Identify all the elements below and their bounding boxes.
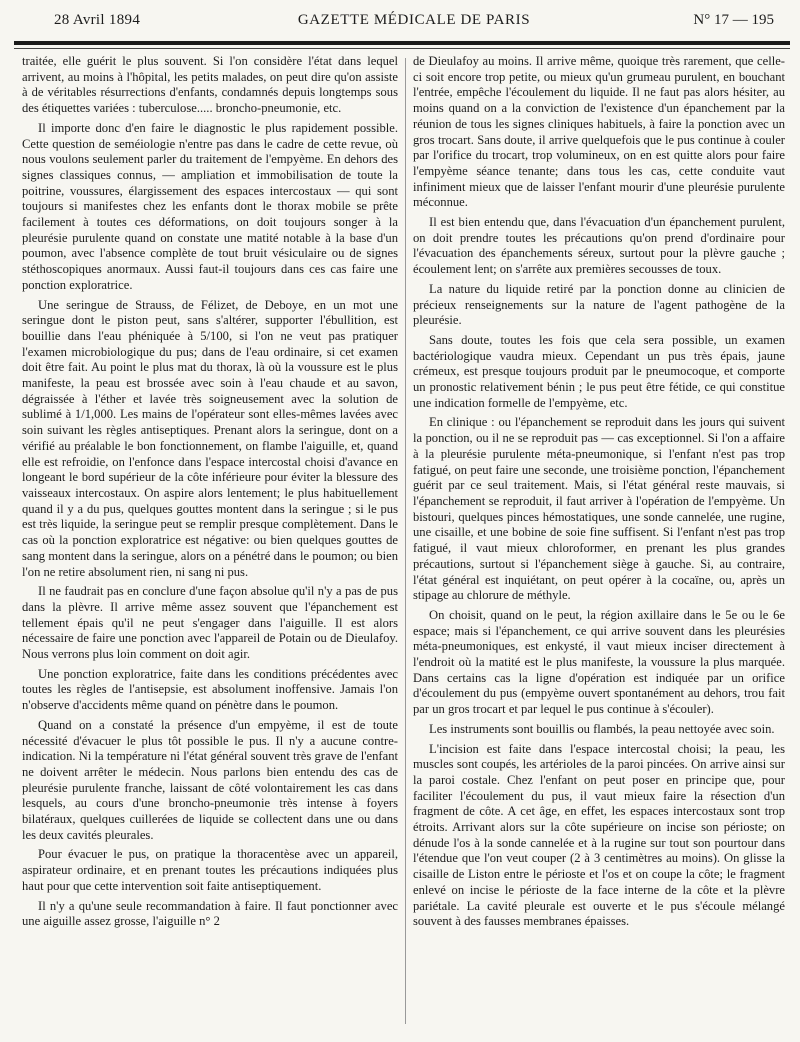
paragraph: Quand on a constaté la présence d'un empyème, il est de toute nécessité d'évacuer le plus tôt possible le pus. Il n'y a aucune contre-indication. Ni la température ni l'état général souvent très grave de l'enfant ne doivent arrêter le médecin. Nous parlons bien entendu des cas de pleurésie purulente franche, laissant de côté volontairement les cas dans lesquels, au cours d'une broncho-pneumonie très intense à foyers bilatéraux, quelques cuillerées de liquide se collectent dans une ou dans les deux cavités pleurales. — [22, 717, 398, 842]
right-column — [413, 54, 785, 934]
header-thick-rule — [14, 41, 790, 45]
journal-title: GAZETTE MÉDICALE DE PARIS — [297, 12, 531, 28]
paragraph: Une seringue de Strauss, de Félizet, de Deboye, en un mot une seringue dont le piston peut, sans s'altérer, supporter l'ébullition, est bouillie dans l'eau phéniquée à 5/100, si l'on ne veut pas pratiquer l'examen microbiologique du pus; dans de l'eau ordinaire, si cet examen doit être fait. Au point le plus mat du thorax, là où la voussure est le plus manifeste, la peau est brossée avec soin à l'eau chaude et au savon, dégraissée à l'éther et lavée très soigneusement avec la solution de sublimé à 1/1,000. Les mains de l'opérateur sont elles-mêmes lavées avec soin suivant les règles antiseptiques. Prenant alors la seringue, dont on a vérifié au préalable le bon fonctionnement, on flambe l'aiguille, et, quand elle est refroidie, on l'enfonce dans l'espace intercostal choisi d'avance en longeant le bord supérieur de la côte inférieure pour éviter la blessure des vaisseaux intercostaux. On aspire alors lentement; le plus habituellement quand il y a du pus, quelques gouttes montent dans la seringue ; si le pus est très liquide, la seringue peut se remplir presque complètement. Dans le cas où la ponction exploratrice est négative: ou bien quelques gouttes de sang montent dans la seringue, alors on a pénétré dans le poumon; ou bien l'on ne retire absolument rien, ni sang ni pus. — [22, 297, 398, 579]
paragraph: Il est bien entendu que, dans l'évacuation d'un épanchement purulent, on doit prendre toutes les précautions qu'on prend d'ordinaire pour l'évacuation des épanchements séreux, surtout pour la plèvre gauche ; écoulement lent; on s'arrête aux premières secousses de toux. — [413, 215, 785, 277]
paragraph: Il importe donc d'en faire le diagnostic le plus rapidement possible. Cette question de seméiologie n'entre pas dans le cadre de cette revue, où nous voulons seulement parler du traitement de l'empyème. En dehors des signes classiques connus, — ampliation et immobilisation de toute la poitrine, voussures, élargissement des espaces intercostaux — qui sont toujours si manifestes chez les enfants dont le thorax mobile se prête facilement à toutes ces déformations, on doit toujours songer à la pleurésie purulente quand on constate une matité notable à la base d'un poumon, avec l'absence complète de tout bruit vésiculaire ou de signes stéthoscopiques anormaux. Aussi faut-il toujours dans ces cas faire une ponction exploratrice. — [22, 120, 398, 292]
paragraph: Sans doute, toutes les fois que cela sera possible, un examen bactériologique vaudra mieux. Cependant un pus très épais, jaune crémeux, est presque toujours produit par le pneumocoque, et comporte un pronostic relativement bénin ; le pus peut être fétide, ce qui constitue une indication formelle de l'empyème, etc. — [413, 332, 785, 410]
paragraph: On choisit, quand on le peut, la région axillaire dans le 5e ou le 6e espace; mais si l'épanchement, ce qui arrive souvent dans les pleurésies méta-pneumoniques, est enkysté, il vaut mieux inciser directement à l'endroit où la matité est le plus manifeste, la voussure la plus marquée. Dans certains cas la ligne d'opération est indiquée par un orifice d'écoulement du pus (empyème ouvert spontanément au dehors, trou fait par un gros trocart et par lequel le pus continue à s'écouler). — [413, 607, 785, 717]
paragraph: de Dieulafoy au moins. Il arrive même, quoique très rarement, que celle-ci soit encore trop petite, ou mieux qu'un grumeau purulent, en bouchant l'entrée, empêche l'écoulement du liquide. Il ne faut pas alors hésiter, au moins quand on a la conviction de l'existence d'un épanchement par la réunion de tous les signes cliniques habituels, à faire la ponction avec un gros trocart. Sans doute, il arrive quelquefois que le pus continue à couler par l'orifice du trocart, trop volumineux, on en est quitte alors pour faire l'empyème séance tenante; dans tous les cas, cette conduite vaut infiniment mieux que de laisser l'enfant mourir d'une pleurésie purulente méconnue. — [413, 54, 785, 210]
text-columns — [0, 54, 800, 1042]
paragraph: Les instruments sont bouillis ou flambés, la peau nettoyée avec soin. — [429, 721, 775, 736]
paragraph: Pour évacuer le pus, on pratique la thoracentèse avec un appareil, aspirateur ordinaire, et en prenant toutes les précautions indiquées plus haut pour que cette intervention soit faite antiseptiquement. — [22, 847, 398, 893]
paragraph: La nature du liquide retiré par la ponction donne au clinicien de précieux renseignements sur la nature de l'agent pathogène de la pleurésie. — [413, 281, 785, 328]
paragraph: Il n'y a qu'une seule recommandation à faire. Il faut ponctionner avec une aiguille assez grosse, l'aiguille n° 2 — [22, 898, 398, 929]
header-thin-rule — [14, 48, 790, 49]
issue-page-number: N° 17 — 195 — [693, 12, 774, 28]
paragraph: En clinique : ou l'épanchement se reproduit dans les jours qui suivent la ponction, ou il ne se reproduit pas — cas exceptionnel. Si l'on a affaire à la pleurésie purulente méta-pneumonique, si l'enfant n'est pas trop fatigué, on peut faire une seconde, une troisième ponction, l'épanchement guérit par ce seul traitement. Mais, si l'état général reste mauvais, si l'épanchement se reproduit, il faut arriver à l'opération de l'empyème. Un bistouri, quelques pinces hémostatiques, une sonde cannelée, une rugine, une cisaille, et une bobine de soie fine suffisent. Si l'enfant n'est pas trop fatigué, il vaut mieux chloroformer, en prenant les plus grandes précautions, surtout si l'épanchement siège à gauche. Si, au contraire, l'état général est inquiétant, on peut opérer à la cocaïne, ou, après un stipage au chlorure de méthyle. — [413, 415, 785, 603]
paragraph: traitée, elle guérit le plus souvent. Si l'on considère l'état dans lequel arrivent, au moins à l'hôpital, les petits malades, on peut dire qu'on assiste à de véritables résurrections d'enfants, condamnés depuis longtemps sous des étiquettes variées : tuberculose..... broncho-pneumonie, etc. — [22, 54, 398, 116]
paragraph: L'incision est faite dans l'espace intercostal choisi; la peau, les muscles sont coupés, les artérioles de la paroi pincées. On arrive ainsi sur la paroi costale. Chez l'enfant on peut poser en principe que, pour faciliter l'écoulement du pus, il vaut mieux faire la résection d'un fragment de côte. A cet âge, en effet, les espaces intercostaux sont trop étroits. Arrivant alors sur la côte supérieure on incise son périoste; on dénude l'os à la sonde cannelée et à la rugine sur tout son pourtour dans l'étendue que l'on veut couper (2 à 3 centimètres au moins). On glisse la cisaille de Liston entre le périoste et l'os et on coupe la côte; le fragment enlevé on incise le périoste de la face interne de la côte et la plèvre pariétale. La cavité pleurale est ouverte et le pus s'écoule mélangé souvent à des fausses membranes épaisses. — [413, 741, 785, 929]
left-column — [22, 54, 398, 934]
issue-date: 28 Avril 1894 — [54, 12, 141, 28]
paragraph: Une ponction exploratrice, faite dans les conditions précédentes avec toutes les règles de l'antisepsie, est absolument inoffensive. Jamais l'on n'observe d'accidents même quand on pénètre dans le poumon. — [22, 666, 398, 713]
paragraph: Il ne faudrait pas en conclure d'une façon absolue qu'il n'y a pas de pus dans la plèvre. Il arrive même assez souvent que l'épanchement est tellement épais qu'il ne peut s'engager dans l'aiguille. Il est alors nécessaire de faire une ponction avec l'appareil de Potain ou de Dieulafoy. Nous verrons plus loin comment on doit agir. — [22, 584, 398, 662]
running-header — [54, 12, 774, 36]
